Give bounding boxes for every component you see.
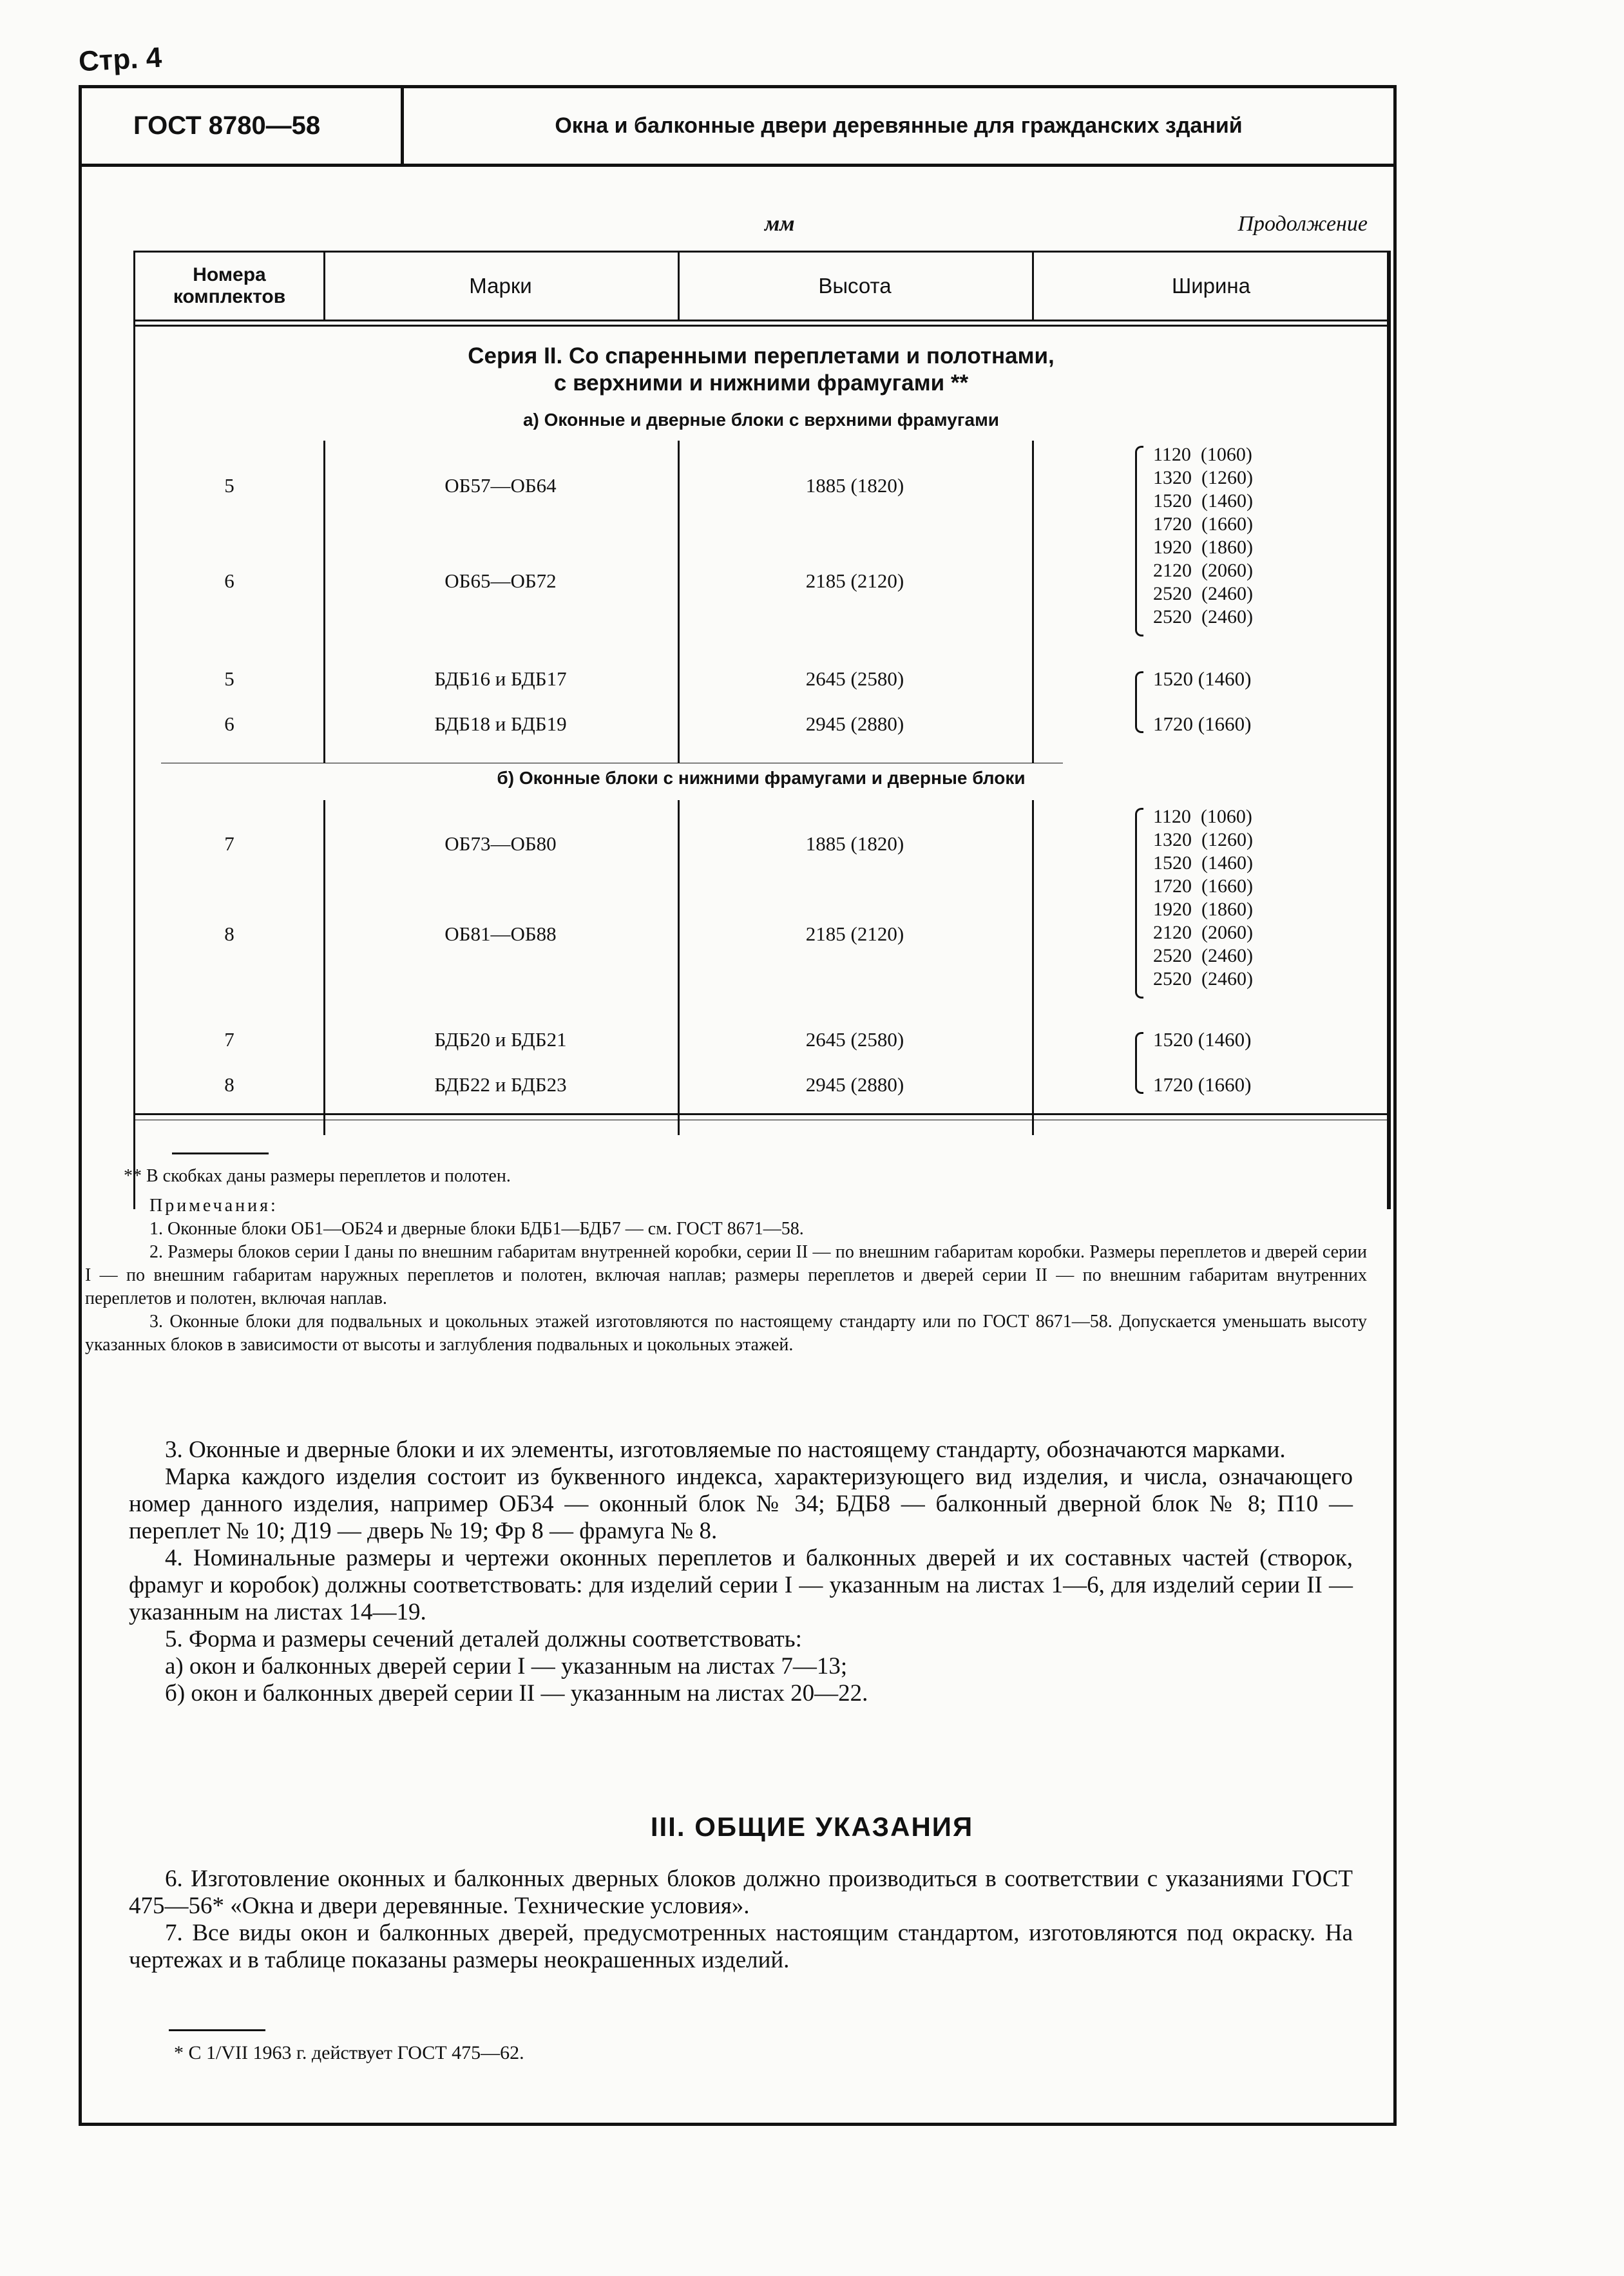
- grid-line: [1032, 253, 1034, 320]
- width-cell: 1520 (1460): [1153, 1028, 1252, 1051]
- paragraph-3-marks: Марка каждого изделия состоит из буквенного индекса, характеризующего вид изделия, и числа, означающего номер данного изделия, например ОБ34 — оконный блок № 34; БДБ8 — балконный дверной блок № 8; П10 — переплет № 10; Д19 — дверь № 19; Фр 8 — фрамуга № 8.: [129, 1464, 1353, 1544]
- mark-cell: БДБ16 и БДБ17: [434, 667, 567, 690]
- section-a-title: а) Оконные и дверные блоки с верхними фрамугами: [522, 410, 1000, 430]
- set-number-cell: 7: [224, 832, 234, 855]
- set-number-cell: 8: [224, 923, 234, 945]
- mark-cell: БДБ20 и БДБ21: [434, 1028, 567, 1051]
- header-divider: [135, 320, 1387, 321]
- set-number-cell: 6: [224, 569, 234, 592]
- grid-line: [1032, 800, 1034, 1135]
- table-continuation: Продолжение: [1237, 212, 1368, 236]
- set-number-cell: 5: [224, 474, 234, 497]
- paragraph-6: 6. Изготовление оконных и балконных дверных блоков должно производиться в соответствии с указаниями ГОСТ 475—56* «Окна и двери деревянные. Технические условия».: [129, 1866, 1353, 1919]
- column-header-set-number: Номера комплектов: [173, 263, 286, 307]
- mark-cell: БДБ18 и БДБ19: [434, 712, 567, 735]
- grid-line: [323, 253, 325, 320]
- set-number-cell: 6: [224, 712, 234, 735]
- height-cell: 2185 (2120): [805, 569, 904, 592]
- width-cell: 1720 (1660): [1153, 712, 1252, 735]
- grid-line: [1032, 441, 1034, 763]
- table-notes: [85, 1165, 1367, 1357]
- page-header: [82, 88, 1393, 167]
- set-number-cell: 5: [224, 667, 234, 690]
- width-list: 1120 (1060) 1320 (1260) 1520 (1460) 1720 (1660) 1920 (1860) 2120 (2060) 2520 (2460) 2520 (2460): [1153, 806, 1253, 990]
- series-title-line-2: с верхними и нижними фрамугами **: [553, 370, 969, 396]
- width-cell: 1720 (1660): [1153, 1073, 1252, 1096]
- standard-title: Окна и балконные двери деревянные для гражданских зданий: [555, 113, 1243, 138]
- height-cell: 1885 (1820): [805, 832, 904, 855]
- table-bottom-line: [135, 1113, 1387, 1115]
- width-brace: [1135, 1032, 1143, 1094]
- width-brace: [1135, 671, 1143, 733]
- width-cell: 1520 (1460): [1153, 667, 1252, 690]
- height-cell: 2645 (2580): [805, 667, 904, 690]
- paragraph-5b: б) окон и балконных дверей серии II — указанным на листах 20—22.: [165, 1680, 868, 1707]
- height-cell: 2945 (2880): [805, 1073, 904, 1096]
- series-title-line-1: Серия II. Со спаренными переплетами и полотнами,: [468, 343, 1055, 368]
- paragraph-5: 5. Форма и размеры сечений деталей должны соответствовать:: [165, 1626, 802, 1652]
- note-1: 1. Оконные блоки ОБ1—ОБ24 и дверные блоки БДБ1—БДБ7 — см. ГОСТ 8671—58.: [149, 1219, 804, 1239]
- table-units: мм: [765, 212, 795, 236]
- set-number-cell: 8: [224, 1073, 234, 1096]
- set-number-cell: 7: [224, 1028, 234, 1051]
- width-brace: [1135, 446, 1143, 636]
- column-header-width: Ширина: [1171, 274, 1251, 298]
- mark-cell: ОБ73—ОБ80: [444, 832, 557, 855]
- width-brace: [1135, 808, 1143, 999]
- page-number: Стр. 4: [77, 41, 163, 78]
- mark-cell: ОБ57—ОБ64: [444, 474, 557, 497]
- width-list: 1120 (1060) 1320 (1260) 1520 (1460) 1720 (1660) 1920 (1860) 2120 (2060) 2520 (2460) 2520 (2460): [1153, 444, 1253, 627]
- paragraph-7: 7. Все виды окон и балконных дверей, предусмотренных настоящим стандартом, изготовляются под окраску. На чертежах и в таблице показаны размеры неокрашенных изделий.: [129, 1920, 1353, 1973]
- general-instructions: [129, 1866, 1353, 1974]
- height-cell: 1885 (1820): [805, 474, 904, 497]
- height-cell: 2185 (2120): [805, 923, 904, 945]
- standard-code: ГОСТ 8780—58: [82, 88, 404, 164]
- header-divider-double: [135, 325, 1387, 327]
- notes-title: Примечания:: [149, 1196, 278, 1216]
- mark-cell: ОБ65—ОБ72: [444, 569, 557, 592]
- mark-cell: ОБ81—ОБ88: [444, 923, 557, 945]
- footnote-brackets: ** В скобках даны размеры переплетов и полотен.: [124, 1166, 511, 1186]
- note-2: 2. Размеры блоков серии I даны по внешним габаритам внутренней коробки, серии II — по внешним габаритам коробки. Размеры переплетов и дверей серии I — по внешним габаритам наружных переплетов и полотен, включая наплав; размеры переплетов и дверей серии II — по внешним габаритам внутренних переплетов и полотен, включая наплав.: [85, 1242, 1367, 1308]
- height-cell: 2945 (2880): [805, 712, 904, 735]
- paragraph-5a: а) окон и балконных дверей серии I — указанным на листах 7—13;: [165, 1653, 848, 1679]
- footnote-rule: [169, 2029, 265, 2031]
- main-text: [129, 1437, 1353, 1707]
- height-cell: 2645 (2580): [805, 1028, 904, 1051]
- dimensions-table: [133, 251, 1391, 1209]
- paragraph-3: 3. Оконные и дверные блоки и их элементы, изготовляемые по настоящему стандарту, обозначаются марками.: [165, 1437, 1286, 1463]
- section-heading: III. ОБЩИЕ УКАЗАНИЯ: [650, 1812, 974, 1842]
- paragraph-4: 4. Номинальные размеры и чертежи оконных переплетов и балконных дверей и их составных частей (створок, фрамуг и коробок) должны соответствовать: для изделий серии I — указанным на листах 1—6, для изделий серии II — указанным на листах 14—19.: [129, 1545, 1353, 1625]
- note-3: 3. Оконные блоки для подвальных и цокольных этажей изготовляются по настоящему стандарту или по ГОСТ 8671—58. Допускается уменьшать высоту указанных блоков в зависимости от высоты и заглубления подвальных и цокольных этажей.: [85, 1312, 1367, 1355]
- grid-line: [678, 253, 680, 320]
- column-header-mark: Марки: [469, 274, 532, 298]
- column-header-height: Высота: [818, 274, 892, 298]
- footnote-rule: [172, 1152, 269, 1154]
- page-footnote: * С 1/VII 1963 г. действует ГОСТ 475—62.: [174, 2042, 524, 2063]
- section-b-title: б) Оконные блоки с нижними фрамугами и дверные блоки: [497, 768, 1026, 788]
- mark-cell: БДБ22 и БДБ23: [434, 1073, 567, 1096]
